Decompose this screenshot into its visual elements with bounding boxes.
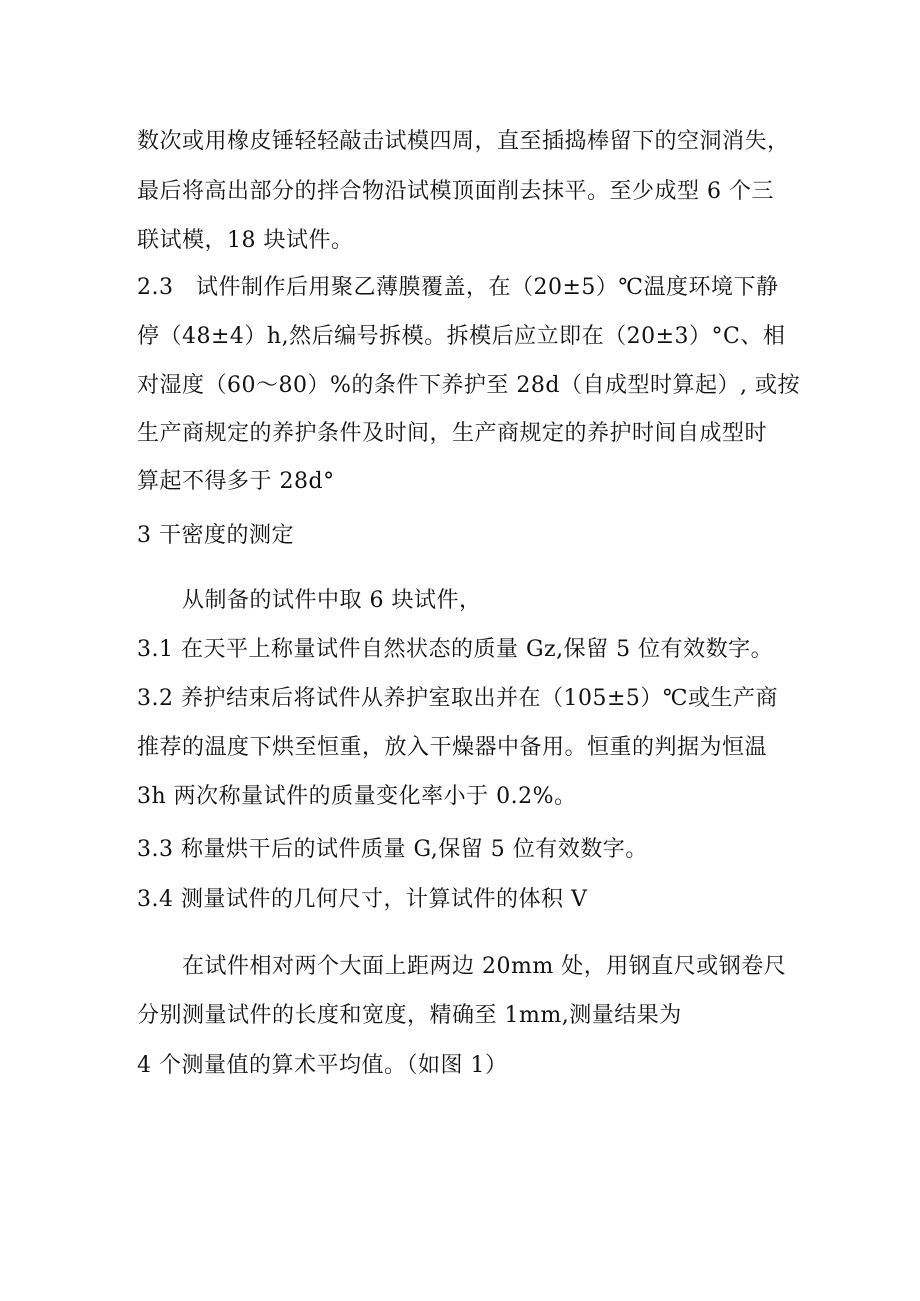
paragraph-line: 在试件相对两个大面上距两边 20mm 处，用钢直尺或钢卷尺 [182,954,787,979]
paragraph-line: 从制备的试件中取 6 块试件， [182,588,482,613]
section-3-1-line: 3.1 在天平上称量试件自然状态的质量 Gz,保留 5 位有效数字。 [137,637,774,662]
paragraph-line: 4 个测量值的算术平均值。（如图 1） [137,1053,508,1078]
section-3-4-line: 3.4 测量试件的几何尺寸，计算试件的体积 V [137,887,588,912]
paragraph-line: 最后将高出部分的拌合物沿试模顶面削去抹平。至少成型 6 个三 [137,179,774,204]
paragraph-line: 数次或用橡皮锤轻轻敲击试模四周，直至插捣棒留下的空洞消失， [137,129,790,154]
paragraph-line: 停（48±4）h,然后编号拆模。拆模后应立即在（20±3）°C、相 [137,324,786,349]
paragraph-line: 分别测量试件的长度和宽度，精确至 1mm,测量结果为 [137,1003,682,1028]
section-2-3-line: 2.3 试件制作后用聚乙薄膜覆盖，在（20±5）℃温度环境下静 [137,275,779,300]
section-3-2-line: 3.2 养护结束后将试件从养护室取出并在（105±5）℃或生产商 [137,686,779,711]
section-3-heading: 3 干密度的测定 [137,523,294,548]
paragraph-line: 生产商规定的养护条件及时间，生产商规定的养护时间自成型时 [137,421,768,446]
paragraph-line: 推荐的温度下烘至恒重，放入干燥器中备用。恒重的判据为恒温 [137,735,768,760]
section-3-3-line: 3.3 称量烘干后的试件质量 G,保留 5 位有效数字。 [137,837,648,862]
paragraph-line: 3h 两次称量试件的质量变化率小于 0.2%。 [137,784,577,809]
paragraph-line: 算起不得多于 28d° [137,469,335,494]
paragraph-line: 联试模，18 块试件。 [137,228,354,253]
paragraph-line: 对湿度（60～80）%的条件下养护至 28d（自成型时算起）, 或按 [137,373,800,398]
